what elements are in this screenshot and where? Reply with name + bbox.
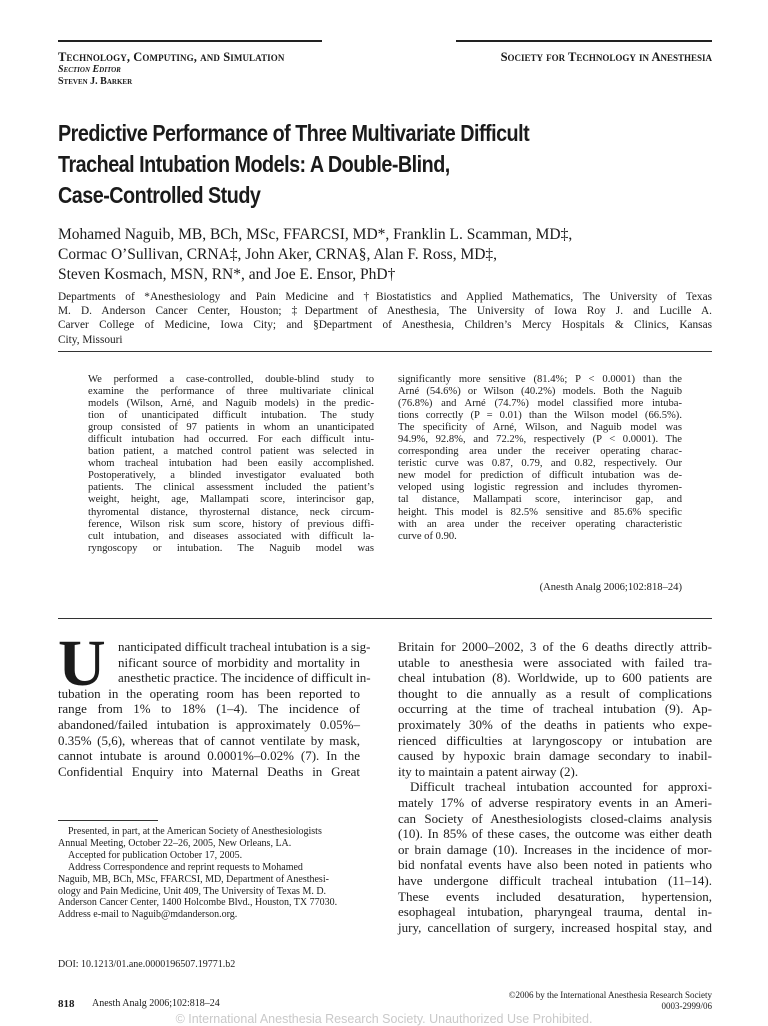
abstract-line: whom tracheal intubation had been easily accomplished. <box>88 458 374 470</box>
abstract-line: ference, Wilson risk sum score, history of previous diffi- <box>88 518 374 530</box>
body-line: 0.35% (5,6), whereas that of cannot ventilate by mask, <box>58 732 360 748</box>
abstract-line: weight, height, age, Mallampati score, interincisor gap, <box>88 494 374 506</box>
section-name: Technology, Computing, and Simulation <box>58 50 285 64</box>
body-line: or brain damage (10). Increases in the incidence of mor- <box>398 841 712 857</box>
body-line: mately 17% of adverse respiratory events in an Ameri- <box>398 794 712 810</box>
body-line: utable to anesthesia were associated with failed tra- <box>398 654 712 670</box>
abstract-line: corresponding area under the receiver operating charac- <box>398 446 682 458</box>
abstract-line: Postoperatively, a blinded investigator evaluated both <box>88 470 374 482</box>
header-rule-right <box>456 40 712 42</box>
title-line: Tracheal Intubation Models: A Double-Blind, <box>58 151 450 177</box>
abstract-line: ryngoscopy or intubation. The Naguib model was <box>88 542 374 554</box>
journal-reference: Anesth Analg 2006;102:818–24 <box>92 998 220 1009</box>
body-line: have undergone difficult tracheal intubation (11–14). <box>398 872 712 888</box>
body-line: rienced difficulties at laryngoscopy or intubation are <box>398 732 712 748</box>
body-line: nanticipated difficult tracheal intubation is a sig- <box>118 639 371 654</box>
header-rule-left <box>58 40 322 42</box>
author-line: Cormac O’Sullivan, CRNA‡, John Aker, CRNA§, Alan F. Ross, MD‡, <box>58 246 498 263</box>
body-right-column <box>398 639 712 935</box>
abstract-line: veloped using logistic regression and includes thyromen- <box>398 482 682 494</box>
watermark: © International Anesthesia Research Society. Unauthorized Use Prohibited. <box>175 1012 593 1026</box>
body-line: proximately 30% of the deaths in patients who expe- <box>398 716 712 732</box>
abstract-line: bation patient, a matched control patient was selected in <box>88 446 374 458</box>
affiliation-line: Carver College of Medicine, Iowa City; and §Department of Anesthesia, Children’s Mercy Hospitals & Clinics, Kansas <box>58 319 712 332</box>
body-line: These events included desaturation, hypertension, <box>398 888 712 904</box>
section-editor-name: Steven J. Barker <box>58 76 133 87</box>
body-line: anesthetic practice. The incidence of difficult in- <box>118 670 371 686</box>
body-line: Difficult tracheal intubation accounted for approxi- <box>410 779 712 795</box>
abstract-line: 94.9%, 92.8%, and 72.2%, respectively (P < 0.0001). The <box>398 434 682 446</box>
footnote-line: Naguib, MB, BCh, MSc, FFARCSI, MD, Department of Anesthesi- <box>58 873 329 885</box>
abstract-line: significantly more sensitive (81.4%; P < 0.0001) than the <box>398 374 682 385</box>
body-line: esophageal intubation, pharyngeal trauma, dental in- <box>398 904 712 920</box>
abstract-right-column <box>398 374 682 543</box>
body-line: cannot intubate is around 0.0001%–0.02% (7). In the <box>58 748 360 764</box>
society-name: Society for Technology in Anesthesia <box>500 50 712 64</box>
page-number: 818 <box>58 998 75 1010</box>
copyright-block <box>420 990 712 1011</box>
abstract-line: The specificity of Arné, Wilson, and Naguib model was <box>398 422 682 434</box>
abstract-line: models (Wilson, Arné, and Naguib models) in the predic- <box>88 398 374 410</box>
abstract-line: We performed a case-controlled, double-blind study to <box>88 374 374 385</box>
body-line: (10). In 85% of these cases, the outcome was either death <box>398 826 712 842</box>
section-editor-label: Section Editor <box>58 64 121 75</box>
footnote-line: Address Correspondence and reprint requests to Mohamed <box>68 861 303 873</box>
copyright-line: ©2006 by the International Anesthesia Research Society <box>508 990 712 1000</box>
abstract-line: tal distance, Mallampati score, interincisor gap, and <box>398 494 682 506</box>
body-line: range from 1% to 18% (1–4). The incidence of <box>58 701 360 717</box>
abstract-line: curve of 0.90. <box>398 530 457 542</box>
abstract-line: patients. The clinical assessment included the patient’s <box>88 482 374 494</box>
body-line: Confidential Enquiry into Maternal Deaths in Great <box>58 763 360 779</box>
affiliation-line: M. D. Anderson Cancer Center, Houston; ‡Department of Anesthesia, The University of Iowa Roy J. and Lucille A. <box>58 305 712 318</box>
article-title <box>58 118 608 211</box>
body-line: jury, cancellation of surgery, increased hospital stay, and <box>398 919 712 935</box>
title-line: Case-Controlled Study <box>58 182 261 208</box>
divider-rule <box>58 351 712 352</box>
body-line: nificant source of morbidity and mortality in <box>118 654 360 670</box>
title-line: Predictive Performance of Three Multivariate Difficult <box>58 120 530 146</box>
abstract-line: examine the performance of three multivariate clinical <box>88 386 374 398</box>
abstract-line: thyromental distance, thyrosternal distance, neck circum- <box>88 506 374 518</box>
abstract-line: cult intubation, and diseases associated with difficult la- <box>88 530 374 542</box>
abstract-line: tion of unanticipated difficult intubation. The study <box>88 410 374 422</box>
footnote-rule <box>58 820 158 821</box>
body-left-column <box>58 639 371 779</box>
body-line: cheal intubation (8). Worldwide, up to 600 patients are <box>398 670 712 686</box>
abstract-line: height. This model is 82.5% sensitive and 85.6% specific <box>398 506 682 518</box>
abstract-line: teristic curve was 0.87, 0.79, and 0.82, respectively. Our <box>398 458 682 470</box>
citation: (Anesth Analg 2006;102:818–24) <box>539 582 682 593</box>
body-line: tubation in the operating room has been reported to <box>58 685 360 701</box>
abstract-line: (76.8%) and Arné (74.7%) model classified more intuba- <box>398 398 682 410</box>
footnotes <box>58 826 360 921</box>
affiliations <box>58 290 712 347</box>
affiliation-line: City, Missouri <box>58 333 123 346</box>
abstract-line: with an area under the receiver operating characteristic <box>398 518 682 530</box>
author-line: Steven Kosmach, MSN, RN*, and Joe E. Ensor, PhD† <box>58 266 396 283</box>
footnote-line: Accepted for publication October 17, 2005. <box>68 849 243 861</box>
body-line: occurring at the time of tracheal intubation (9). Ap- <box>398 701 712 717</box>
abstract-rule <box>58 618 712 619</box>
footnote-line: Annual Meeting, October 22–26, 2005, New Orleans, LA. <box>58 837 292 849</box>
body-line: Britain for 2000–2002, 3 of the 6 deaths directly attrib- <box>398 639 712 654</box>
drop-cap: U <box>58 627 106 700</box>
footnote-line: ology and Pain Medicine, Unit 409, The University of Texas M. D. <box>58 885 327 897</box>
body-line: bid nonfatal events have also been noted in patients who <box>398 857 712 873</box>
footnote-line: Address e-mail to Naguib@mdanderson.org. <box>58 909 238 921</box>
body-line: caused by hypoxic brain damage secondary to inabil- <box>398 748 712 764</box>
abstract-line: group consisted of 97 patients in whom an unanticipated <box>88 422 374 434</box>
footnote-line: Anderson Cancer Center, 1400 Holcombe Blvd., Houston, TX 77030. <box>58 897 338 909</box>
issn: 0003-2999/06 <box>661 1000 712 1011</box>
affiliation-line: Departments of *Anesthesiology and Pain Medicine and †Biostatistics and Applied Mathematics, The University of Texas <box>58 291 712 303</box>
abstract-line: tions correctly (P = 0.01) than the Wilson model (66.5%). <box>398 410 682 422</box>
body-line: abandoned/failed intubation is approximately 0.05%– <box>58 716 360 732</box>
abstract-line: new model for prediction of difficult intubation was de- <box>398 470 682 482</box>
author-list <box>58 225 718 285</box>
doi: DOI: 10.1213/01.ane.0000196507.19771.b2 <box>58 959 236 970</box>
body-line: can Society of Anesthesiologists closed-claims analysis <box>398 810 712 826</box>
body-line: thought to die annually as a result of complications <box>398 685 712 701</box>
section-header <box>58 50 358 88</box>
abstract-left-column <box>88 374 374 555</box>
footnote-line: Presented, in part, at the American Society of Anesthesiologists <box>68 826 322 837</box>
abstract-line: difficult intubation had occurred. For each difficult intu- <box>88 434 374 446</box>
body-line: ity to maintain a patent airway (2). <box>398 763 579 779</box>
abstract-line: Arné (54.6%) or Wilson (40.2%) models. Both the Naguib <box>398 386 682 398</box>
author-line: Mohamed Naguib, MB, BCh, MSc, FFARCSI, MD*, Franklin L. Scamman, MD‡, <box>58 226 573 243</box>
